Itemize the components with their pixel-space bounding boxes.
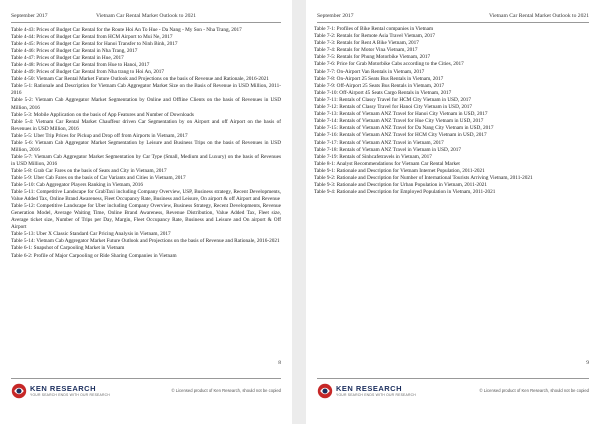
brand-tagline: YOUR SEARCH ENDS WITH OUR RESEARCH: [336, 393, 416, 397]
table-list-entry: Table 7-19: Rentals of Sinhcafetravels in Vietnam, 2017: [314, 153, 432, 160]
table-list-entry: Table 7-13: Rentals of Vietnam ANZ Travel for Hanoi City Vietnam in USD, 2017: [314, 111, 488, 118]
table-list-entry: Table 7-1: Profiles of Bike Rental companies in Vietnam: [314, 26, 434, 32]
table-list-entry: Table 5-4: Vietnam Car Rental Market Chauffeur driven Car Segmentation by on Airport and off Airport on the basis of Revenues in USD Million, 2016: [11, 118, 281, 132]
table-list-entry: Table 4-48: Prices of Budget Car Rental from Hue to Hanoi, 2017: [11, 62, 150, 69]
table-list-entry: Table 7-16: Rentals of Vietnam ANZ Travel for HCM City Vietnam in USD, 2017: [314, 132, 487, 139]
table-list-entry: Table 7-7: On-Airport Van Rentals in Vietnam, 2017: [314, 68, 425, 75]
table-list-entry: Table 7-14: Rentals of Vietnam ANZ Travel for Hue City Vietnam in USD, 2017: [314, 118, 484, 125]
table-list-entry: Table 5-9: Uber Cab Fares on the basis of Car Variants and Cities in Vietnam, 2017: [11, 174, 186, 181]
table-list-entry: Table 7-10: Off-Airport 45 Seats Cargo Rentals in Vietnam, 2017: [314, 89, 452, 96]
table-list-entry: Table 7-4: Rentals for Motor Vina Vietnam, 2017: [314, 47, 418, 54]
header-date: September 2017: [317, 13, 354, 19]
table-list-entry: Table 7-2: Rentals for Remote Asia Travel Vietnam, 2017: [314, 33, 435, 40]
header-date: September 2017: [11, 13, 48, 19]
table-list-entry: Table 7-18: Rentals of Vietnam ANZ Travel in Vietnam in USD, 2017: [314, 146, 461, 153]
table-list-entry: Table 7-17: Rentals of Vietnam ANZ Travel in Vietnam, 2017: [314, 139, 444, 146]
page-header: [11, 13, 281, 23]
ken-research-logo: [11, 383, 110, 399]
table-list-entry: Table 4-46: Prices of Budget Car Rental in Nha Trang, 2017: [11, 48, 138, 55]
table-list-entry: Table 6-1: Snapshot of Carpooling Market in Vietnam: [11, 245, 125, 252]
table-list-entry: Table 5-1: Rationale and Description for Vietnam Cab Aggregator Market Size on the Basis of Revenue in USD Million, 2011-2016: [11, 83, 281, 97]
ken-research-logo-icon: [317, 383, 333, 399]
table-list-entry: Table 5-14: Vietnam Cab Aggregator Market Future Outlook and Projections on the basis of Revenue and Rationale, 2016-2021: [11, 238, 280, 245]
header-title: Vietnam Car Rental Market Outlook to 2021: [95, 13, 197, 19]
header-title: Vietnam Car Rental Market Outlook to 2021: [488, 13, 589, 19]
table-list-entry: Table 8-1: Analyst Recommendations for Vietnam Car Rental Market: [314, 160, 460, 167]
table-list-entry: Table 5-11: Competitive Landscape for GrabTaxi including Company Overview, USP, Business strategy, Recent Developments, Value Added Tax, Online Brand Awareness, Fleet Occupancy Rate, Business and Leisure, On airport & off Airport and Revenue: [11, 189, 281, 203]
table-list-entry: Table 7-5: Rentals for Phung Motorbike Vietnam, 2017: [314, 54, 431, 61]
page-footer: [11, 378, 281, 401]
table-list-entry: Table 9-1: Rationale and Description for Vietnam Internet Population, 2011-2021: [314, 167, 485, 174]
table-list-entry: Table 5-6: Vietnam Cab Aggregator Market Segmentation by Leisure and Business Trips on the basis of Revenues in USD Million, 2016: [11, 139, 281, 153]
ken-research-logo: [317, 383, 416, 399]
ken-research-logo-icon: [11, 383, 27, 399]
page-gutter: [292, 0, 306, 424]
table-list-entry: Table 4-45: Prices of Budget Car Rental for Hanoi Transfer to Ninh Binh, 2017: [11, 41, 178, 48]
table-list-entry: Table 5-3: Mobile Application on the basis of App Features and Number of Downloads: [11, 111, 194, 118]
table-list-entry: Table 9-3: Rationale and Description for Urban Population in Vietnam, 2011-2021: [314, 182, 487, 189]
table-list-entry: Table 4-44: Prices of Budget Car Rental from HCM Airport to Mui Ne, 2017: [11, 34, 173, 41]
table-list-entry: Table 7-12: Rentals of Classy Travel for Hanoi City Vietnam in USD, 2017: [314, 104, 473, 111]
table-list-entry: Table 5-7: Vietnam Cab Aggregator Market Segmentation by Car Type (Small, Medium and Luxury) on the basis of Revenues in USD Million, 2016: [11, 153, 281, 167]
brand-name: KEN RESEARCH: [336, 384, 403, 393]
page-footer: [317, 378, 589, 401]
table-list-entry: Table 5-8: Grab Car Fares on the basis of Seats and City in Vietnam, 2017: [11, 167, 167, 174]
licence-notice: © Licensed product of Ken Research, should not be copied: [171, 388, 281, 393]
table-list-entry: Table 4-43: Prices of Budget Car Rental for the Route Hoi An To Hue - Da Nang - My Son - Nha Trang, 2017: [11, 27, 242, 33]
table-list-entry: Table 5-5: Uber Trip Prices for Pickup and Drop off from Airports in Vietnam, 2017: [11, 132, 188, 139]
brand-name: KEN RESEARCH: [30, 384, 97, 393]
table-list-entry: Table 4-50: Vietnam Car Rental Market Future Outlook and Projections on the basis of Revenue and Rationale, 2016-2021: [11, 76, 269, 83]
brand-tagline: YOUR SEARCH ENDS WITH OUR RESEARCH: [30, 393, 110, 397]
table-list-entry: Table 5-10: Cab Aggregator Players Ranking in Vietnam, 2016: [11, 182, 144, 189]
table-list-entry: Table 4-47: Prices of Budget Car Rental in Hue, 2017: [11, 55, 124, 62]
table-list-entry: Table 4-49: Prices of Budget Car Rental from Nha trang to Hoi An, 2017: [11, 69, 165, 76]
table-list-entry: Table 5-12: Competitive Landscape for Uber including Company Overview, Business Strategy, Recent Developments, Revenue Generation Model, Average Waiting Time, Online Brand Awareness, Revenue Distribution, Value Added Tax, Fleet size, Average ticket size, Number of Trips per Day, Margin, Fleet Occupancy Rate, Business and Leisure and On airport & Off Airport: [11, 203, 281, 231]
page-number: 8: [278, 360, 281, 366]
table-list-entry: Table 7-6: Price for Grab Motorbike Cabs according to the Cities, 2017: [314, 61, 464, 68]
table-list-entry: Table 7-9: Off-Airport 25 Seats Bus Rentals in Vietnam, 2017: [314, 82, 445, 89]
page-8: [0, 0, 292, 424]
table-list-entry: Table 7-15: Rentals of Vietnam ANZ Travel for Da Nang City Vietnam in USD, 2017: [314, 125, 494, 132]
page-number: 9: [586, 360, 589, 366]
table-list-entry: Table 5-2: Vietnam Cab Aggregator Market Segmentation by Online and Offline Clients on the basis of Revenues in USD Million, 2016: [11, 97, 281, 111]
table-list-entry: Table 6-2: Profile of Major Carpooling or Ride Sharing Companies in Vietnam: [11, 252, 177, 259]
licence-notice: © Licensed product of Ken Research, should not be copied: [479, 388, 589, 393]
page-9: [306, 0, 600, 424]
table-list-entry: Table 7-8: On-Airport 25 Seats Bus Rentals in Vietnam, 2017: [314, 75, 444, 82]
table-list-entry: Table 7-3: Rentals for Rent A Bike Vietnam, 2017: [314, 40, 419, 47]
table-list-entry: Table 9-4: Rationale and Description for Employed Population in Vietnam, 2011-2021: [314, 189, 496, 196]
table-list: [11, 27, 281, 260]
page-header: [317, 13, 589, 23]
table-list-entry: Table 5-13: Uber X Classic Standard Car Pricing Analysis in Vietnam, 2017: [11, 231, 171, 238]
table-list: [314, 26, 590, 196]
table-list-entry: Table 9-2: Rationale and Description for Number of International Tourists Arriving Vietnam, 2011-2021: [314, 174, 533, 181]
table-list-entry: Table 7-11: Rentals of Classy Travel for HCM City Vietnam in USD, 2017: [314, 96, 471, 103]
